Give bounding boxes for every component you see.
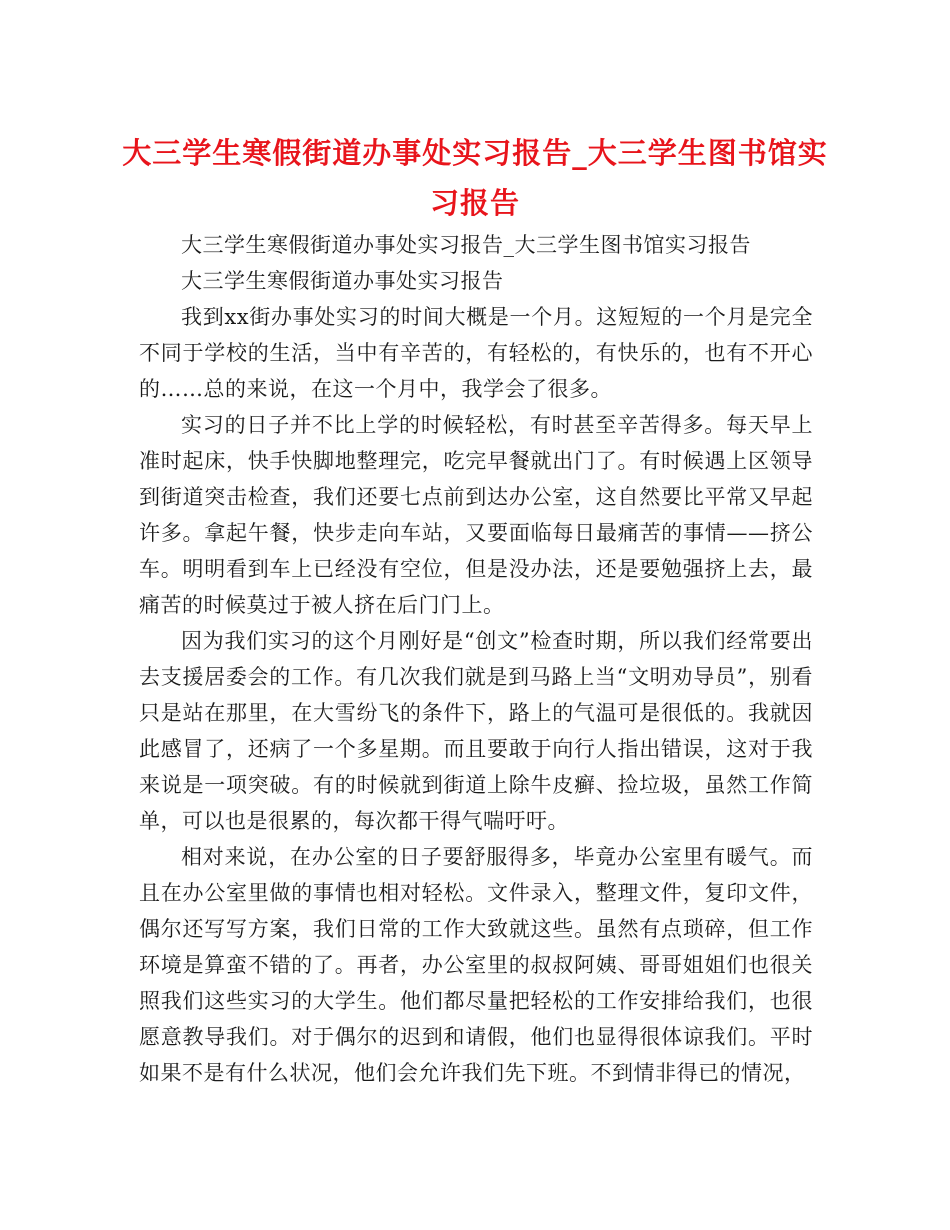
paragraph: 因为我们实习的这个月刚好是“创文”检查时期，所以我们经常要出去支援居委会的工作。有几次我们就是到马路上当“文明劝导员”，别看只是站在那里，在大雪纷飞的条件下，路上的气温可是很低的。我就因此感冒了，还病了一个多星期。而且要敢于向行人指出错误，这对于我来说是一项突破。有的时候就到街道上除牛皮癣、捡垃圾，虽然工作简单，可以也是很累的，每次都干得气喘吁吁。	[139, 629, 813, 833]
paragraph: 相对来说，在办公室的日子要舒服得多，毕竟办公室里有暖气。而且在办公室里做的事情也相对轻松。文件录入，整理文件，复印文件，偶尔还写写方案，我们日常的工作大致就这些。虽然有点琐碎，但工作环境是算蛮不错的了。再者，办公室里的叔叔阿姨、哥哥姐姐们也很关照我们这些实习的大学生。他们都尽量把轻松的工作安排给我们，也很愿意教导我们。对于偶尔的迟到和请假，他们也显得很体谅我们。平时如果不是有什么状况，他们会允许我们先下班。不到情非得已的情况，	[139, 845, 813, 1085]
document-body	[139, 227, 813, 1091]
document-title: 大三学生寒假街道办事处实习报告_大三学生图书馆实习报告	[122, 136, 828, 220]
paragraph: 我到xx街办事处实习的时间大概是一个月。这短短的一个月是完全不同于学校的生活，当中有辛苦的，有轻松的，有快乐的，也有不开心的……总的来说，在这一个月中，我学会了很多。	[139, 305, 813, 401]
paragraph: 实习的日子并不比上学的时候轻松，有时甚至辛苦得多。每天早上准时起床，快手快脚地整理完，吃完早餐就出门了。有时候遇上区领导到街道突击检查，我们还要七点前到达办公室，这自然要比平常又早起许多。拿起午餐，快步走向车站，又要面临每日最痛苦的事情——挤公车。明明看到车上已经没有空位，但是没办法，还是要勉强挤上去，最痛苦的时候莫过于被人挤在后门门上。	[139, 413, 813, 617]
paragraph: 大三学生寒假街道办事处实习报告_大三学生图书馆实习报告	[181, 233, 751, 257]
paragraph: 大三学生寒假街道办事处实习报告	[181, 269, 504, 293]
